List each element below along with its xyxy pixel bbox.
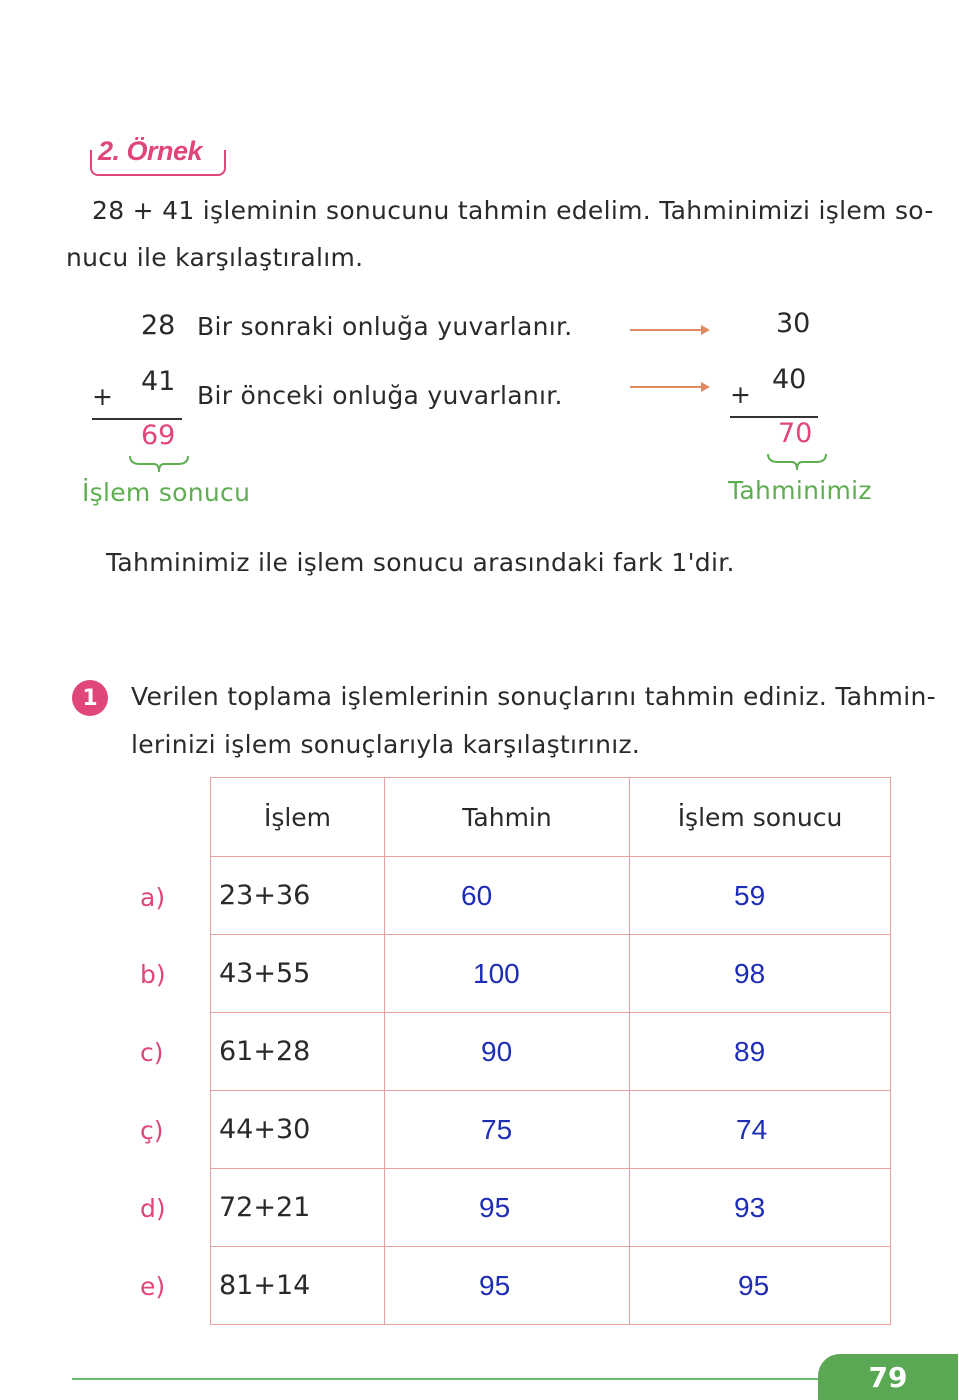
row-letter: b) [140, 960, 166, 989]
result-cell[interactable]: 89 [630, 1013, 891, 1091]
result-cell[interactable]: 98 [630, 935, 891, 1013]
result-cell[interactable]: 93 [630, 1169, 891, 1247]
operation-cell: 61+28 [211, 1013, 385, 1091]
result-cell[interactable]: 59 [630, 857, 891, 935]
estimate-cell[interactable]: 75 [385, 1091, 630, 1169]
estimate-cell[interactable]: 95 [385, 1247, 630, 1325]
result-cell[interactable]: 74 [630, 1091, 891, 1169]
sum-label: İşlem sonucu [82, 478, 251, 507]
table-row [211, 935, 891, 1013]
table-row [211, 1247, 891, 1325]
plus-sign: + [92, 382, 114, 411]
arrow-right-icon [630, 329, 708, 331]
operation-cell: 43+55 [211, 935, 385, 1013]
column-header: İşlem sonucu [630, 778, 891, 857]
operation-cell: 44+30 [211, 1091, 385, 1169]
table-row [211, 857, 891, 935]
estimate-cell[interactable]: 95 [385, 1169, 630, 1247]
column-header: Tahmin [385, 778, 630, 857]
estimation-table [210, 777, 891, 1325]
example-conclusion: Tahminimiz ile işlem sonucu arasındaki fark 1'dir. [106, 548, 735, 577]
page-number: 79 [818, 1354, 958, 1400]
row-letter: ç) [140, 1116, 164, 1145]
operation-cell: 72+21 [211, 1169, 385, 1247]
round-down-text: Bir önceki onluğa yuvarlanır. [197, 381, 563, 410]
exercise-prompt-line1: Verilen toplama işlemlerinin sonuçlarını tahmin ediniz. Tahmin- [131, 682, 936, 711]
row-letter: d) [140, 1194, 166, 1223]
example-prompt-line1: 28 + 41 işleminin sonucunu tahmin edelim. Tahminimizi işlem so- [92, 196, 934, 225]
operation-cell: 23+36 [211, 857, 385, 935]
table-row [211, 1091, 891, 1169]
estimate-label: Tahminimiz [728, 476, 872, 505]
addend-1: 28 [141, 310, 176, 341]
row-letter: c) [140, 1038, 164, 1067]
exercise-prompt-line2: lerinizi işlem sonuçlarıyla karşılaştırınız. [131, 730, 641, 759]
rounded-2: 40 [772, 364, 807, 395]
row-letter: e) [140, 1272, 166, 1301]
brace-icon [766, 452, 828, 472]
arrow-right-icon [630, 386, 708, 388]
example-prompt-line2: nucu ile karşılaştıralım. [66, 243, 364, 272]
rounded-1: 30 [776, 308, 811, 339]
table-header-row [211, 778, 891, 857]
table-row [211, 1013, 891, 1091]
addend-2: 41 [141, 366, 176, 397]
result-cell[interactable]: 95 [630, 1247, 891, 1325]
table-row [211, 1169, 891, 1247]
exercise-number-badge: 1 [72, 680, 108, 716]
estimate-cell[interactable]: 60 [385, 857, 630, 935]
brace-icon [128, 454, 190, 474]
plus-sign: + [730, 380, 752, 409]
estimate-value: 70 [778, 418, 813, 449]
estimate-cell[interactable]: 90 [385, 1013, 630, 1091]
row-letter: a) [140, 883, 166, 912]
column-header: İşlem [211, 778, 385, 857]
sum-value: 69 [141, 420, 176, 451]
estimate-cell[interactable]: 100 [385, 935, 630, 1013]
example-title: 2. Örnek [98, 136, 203, 166]
round-up-text: Bir sonraki onluğa yuvarlanır. [197, 312, 573, 341]
footer-divider [72, 1378, 852, 1380]
operation-cell: 81+14 [211, 1247, 385, 1325]
